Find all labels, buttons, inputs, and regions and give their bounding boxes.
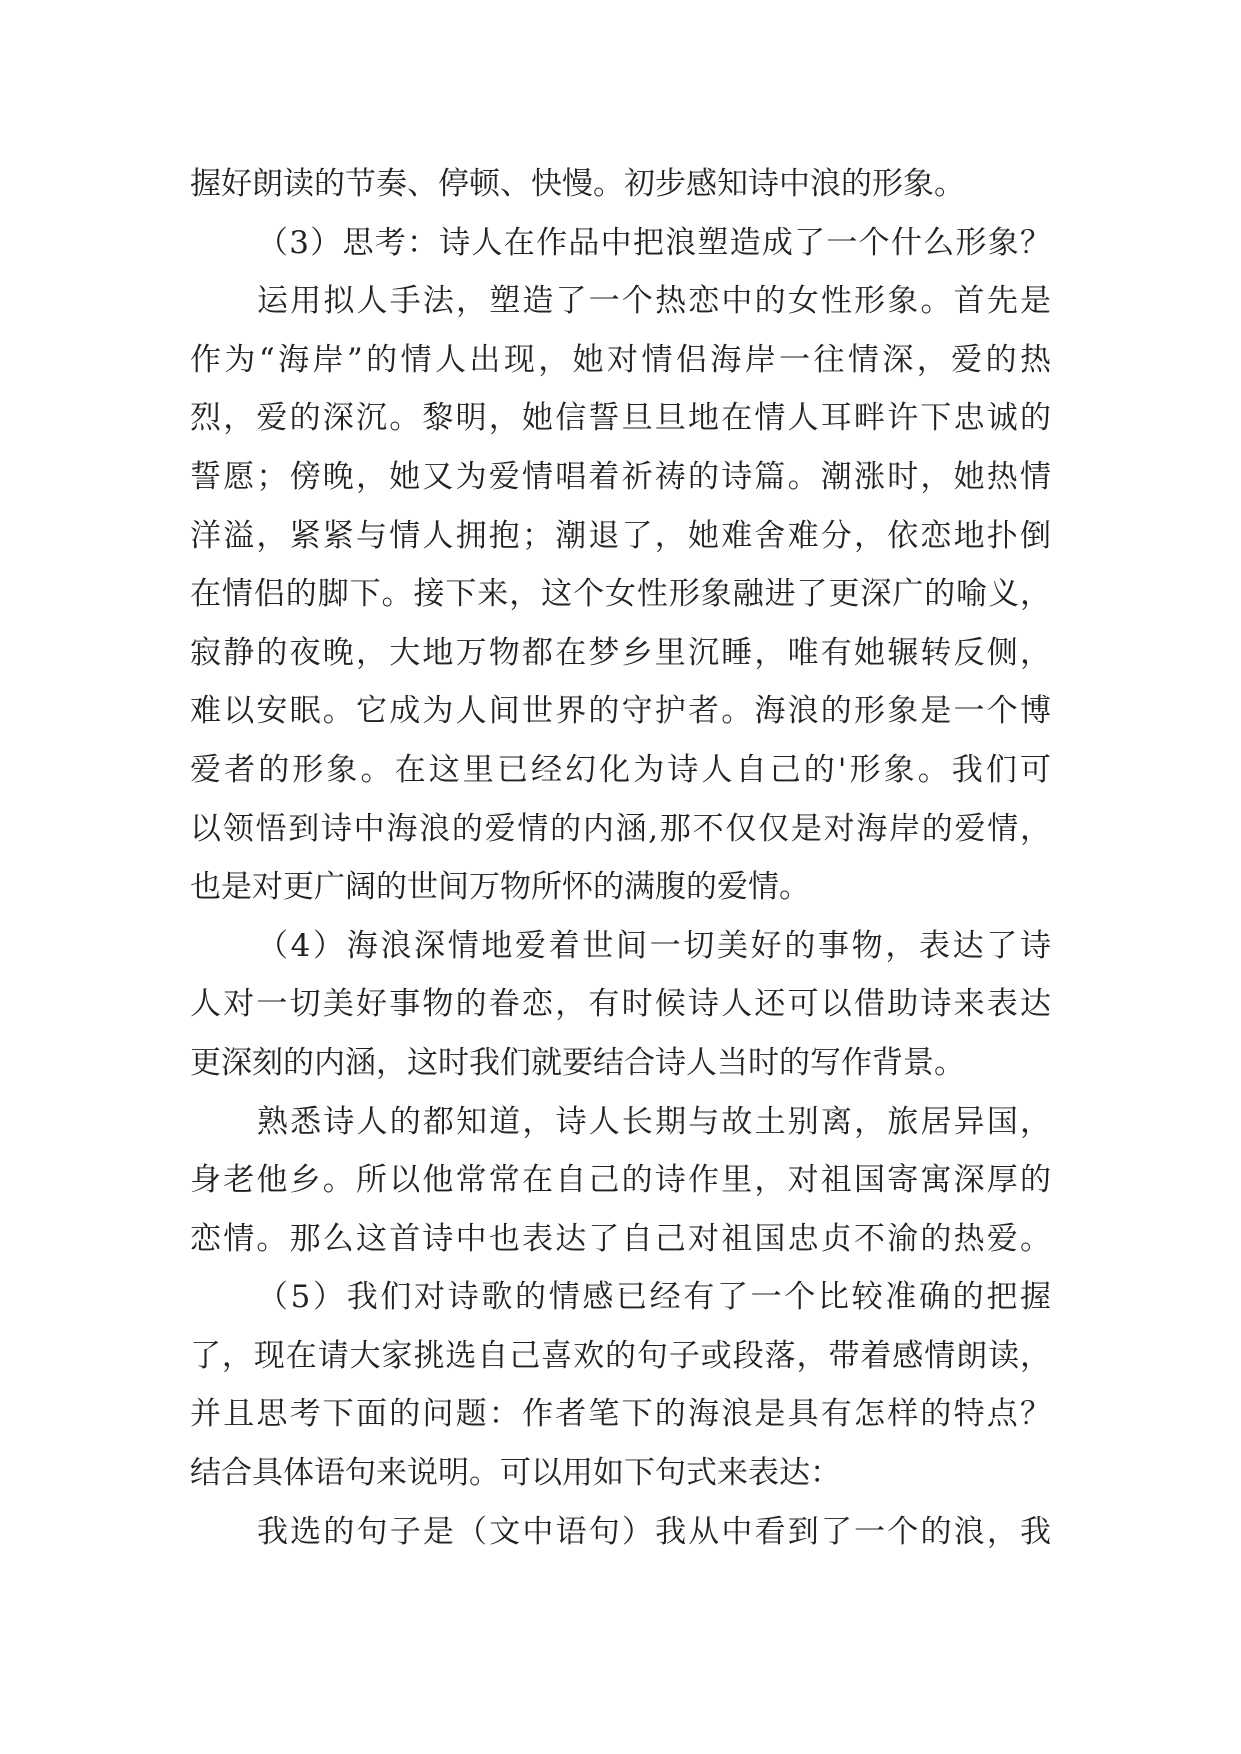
paragraph-question-3 <box>190 214 1051 273</box>
text-line: 誓愿；傍晚，她又为爱情唱着祈祷的诗篇。潮涨时，她热情 <box>190 458 1051 495</box>
text-line: 难以安眠。它成为人间世界的守护者。海浪的形象是一个博 <box>190 693 1051 730</box>
text-line: 烈，爱的深沉。黎明，她信誓旦旦地在情人耳畔许下忠诚的 <box>190 400 1051 437</box>
text-line: （4）海浪深情地爱着世间一切美好的事物，表达了诗 <box>257 927 1051 964</box>
text-line: 握好朗读的节奏、停顿、快慢。初步感知诗中浪的形象。 <box>190 166 965 202</box>
paragraph-question-5 <box>190 1268 1051 1502</box>
text-line: 爱者的形象。在这里已经幻化为诗人自己的'形象。我们可 <box>190 751 1051 788</box>
text-line: 了，现在请大家挑选自己喜欢的句子或段落，带着感情朗读， <box>190 1337 1051 1374</box>
text-line: 人对一切美好事物的眷恋，有时候诗人还可以借助诗来表达 <box>190 986 1051 1023</box>
text-line: 更深刻的内涵，这时我们就要结合诗人当时的写作背景。 <box>190 1044 965 1081</box>
paragraph-background <box>190 1093 1051 1269</box>
text-line: 寂静的夜晚，大地万物都在梦乡里沉睡，唯有她辗转反侧， <box>190 634 1051 671</box>
text-line: 身老他乡。所以他常常在自己的诗作里，对祖国寄寓深厚的 <box>190 1162 1051 1199</box>
text-line: （5）我们对诗歌的情感已经有了一个比较准确的把握 <box>257 1279 1051 1316</box>
text-line: 洋溢，紧紧与情人拥抱；潮退了，她难舍难分，依恋地扑倒 <box>190 517 1051 554</box>
paragraph-question-4 <box>190 917 1051 1093</box>
body-text <box>190 155 1051 1561</box>
text-line: 并且思考下面的问题：作者笔下的海浪是具有怎样的特点？ <box>190 1396 1051 1433</box>
text-line: （3）思考：诗人在作品中把浪塑造成了一个什么形象？ <box>257 224 1051 261</box>
text-line: 也是对更广阔的世间万物所怀的满腹的爱情。 <box>190 869 810 906</box>
text-line: 结合具体语句来说明。可以用如下句式来表达： <box>190 1455 841 1492</box>
text-line: 运用拟人手法，塑造了一个热恋中的女性形象。首先是 <box>257 283 1051 320</box>
paragraph <box>190 155 1051 214</box>
text-line: 熟悉诗人的都知道，诗人长期与故土别离，旅居异国， <box>257 1103 1051 1140</box>
text-line: 作为“海岸”的情人出现，她对情侣海岸一往情深，爱的热 <box>190 341 1051 378</box>
text-line: 我选的句子是（文中语句）我从中看到了一个的浪，我 <box>257 1513 1051 1550</box>
paragraph-sentence-pattern <box>190 1503 1051 1562</box>
text-line: 在情侣的脚下。接下来，这个女性形象融进了更深广的喻义， <box>190 576 1051 613</box>
paragraph-answer-3 <box>190 272 1051 917</box>
text-line: 恋情。那么这首诗中也表达了自己对祖国忠贞不渝的热爱。 <box>190 1220 1051 1257</box>
text-line: 以领悟到诗中海浪的爱情的内涵,那不仅仅是对海岸的爱情， <box>190 810 1051 847</box>
